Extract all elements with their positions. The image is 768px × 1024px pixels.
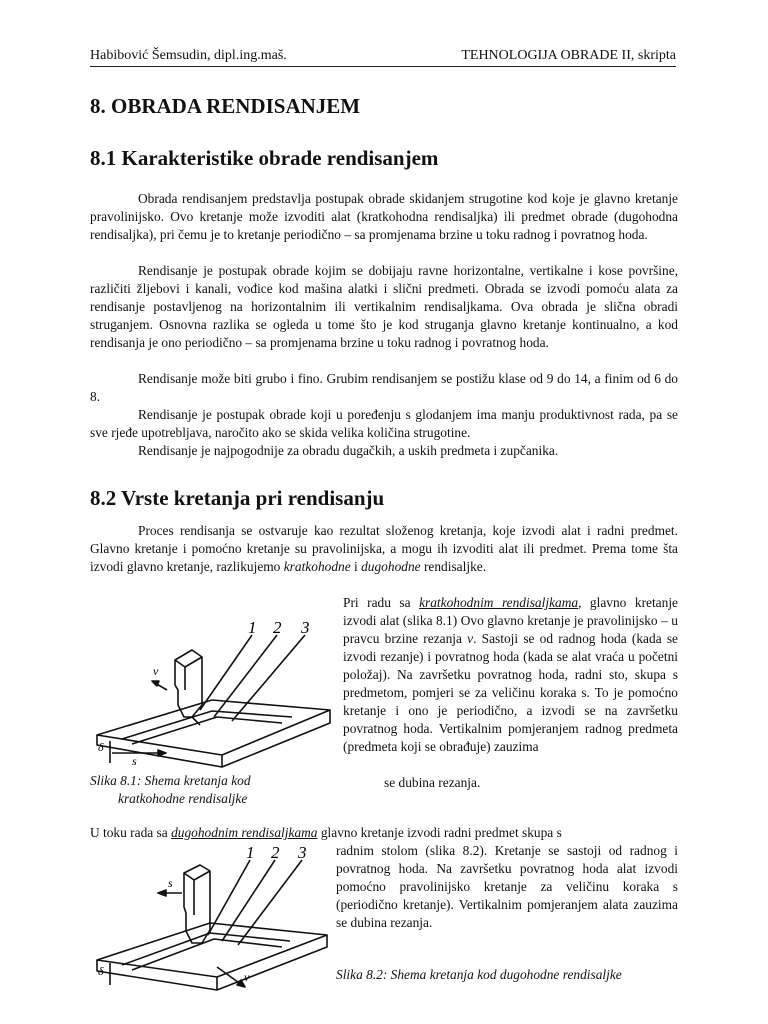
paragraph-1: Obrada rendisanjem predstavlja postupak obrade skidanjem strugotine kod koje je glavno kretanje pravolinijsko. Ovo kretanje može izvoditi alat (kratkohodna rendisaljka) ili predmet obrade (dugohodna rendisaljka), pri čemu je to kretanje periodično – sa promjenama brzine u toku radnog i povratnog hoda.: [90, 191, 678, 242]
fig1-arrow-s: [158, 750, 166, 756]
fig2-label-s: s: [168, 876, 173, 890]
figure-8-1-kratkohodna-scheme: [92, 605, 337, 773]
figure-8-2-dugohodna-scheme: [92, 835, 332, 995]
paragraph-4: Rendisanje je postupak obrade koji u poređenju s glodanjem ima manju produktivnost rada, pa se sve rjeđe upotrebljava, naročito ako se skida velika količina strugotine.: [90, 407, 678, 440]
section-8-1-title: 8.1 Karakteristike obrade rendisanjem: [90, 146, 439, 170]
fig1-label-1: 1: [248, 618, 257, 637]
fig2-arrow-s: [158, 890, 166, 896]
term-kratkohodnim-rendisaljkama: kratkohodnim rendisaljkama: [419, 595, 579, 610]
fig1-label-3: 3: [301, 618, 310, 637]
section-8-2-intro: Proces rendisanja se ostvaruje kao rezultat složenog kretanja, koje izvodi alat i radni predmet. Glavno kretanje i pomoćno kretanje su pravolinijska, a mogu ih izvoditi alat ili predmet. Prema tome šta izvodi glavno kretanje, razlikujemo kratkohodne i dugohodne rendisaljke.: [90, 523, 678, 574]
paragraph-5: Rendisanje je najpogodnije za obradu dugačkih, a uskih predmeta i zupčanika.: [138, 443, 559, 458]
paragraph-3: Rendisanje može biti grubo i fino. Grubim rendisanjem se postižu klase od 9 do 14, a finim od 6 do 8.: [90, 371, 678, 404]
header-rule: [90, 66, 676, 67]
header-document-title: TEHNOLOGIJA OBRADE II, skripta: [461, 48, 676, 63]
fig2-label-2: 2: [271, 843, 280, 862]
fig1-label-s: s: [132, 754, 137, 768]
fig1-label-v: v: [153, 664, 159, 678]
paragraph-2: Rendisanje je postupak obrade kojim se dobijaju ravne horizontalne, vertikalne i kose površine, različiti žljebovi i kanali, vođice kod mašina alatki i slični predmeti. Obrada se izvodi pomoću alata za rendisanje postavljenog na horizontalnim ili vertikalnim rendisaljkama. Ova obrada je slična obradi struganjem. Osnovna razlika se ogleda u tome što je kod struganja glavno kretanje kontinualno, a kod rendisanja je ono periodično – sa promjenama brzine u toku radnog i povratnog hoda.: [90, 263, 678, 350]
dugohodne-description: radnim stolom (slika 8.2). Kretanje se sastoji od radnog i povratnog hoda. Na završetku povratnog hoda alat izvodi pomoćno pravolinijsko kretanje za veličinu koraka s (periodično kretanje). Vertikalnim pomjeranjem alata zauzima se dubina rezanja.: [336, 843, 678, 930]
figure-8-1-caption-line-2: kratkohodne rendisaljke: [118, 791, 248, 806]
term-kratkohodne: kratkohodne: [283, 559, 351, 574]
fig1-label-delta: δ: [98, 740, 104, 754]
fig2-label-v: v: [244, 970, 250, 984]
chapter-title: 8. OBRADA RENDISANJEM: [90, 94, 361, 118]
fig2-label-delta: δ: [98, 964, 104, 978]
fig1-arrow-v: [152, 681, 159, 686]
fig2-workpiece: [97, 923, 327, 977]
fig2-label-3: 3: [298, 843, 307, 862]
section-8-2-title: 8.2 Vrste kretanja pri rendisanju: [90, 486, 385, 510]
dugohodne-description-first-line: U toku rada sa dugohodnim rendisaljkama glavno kretanje izvodi radni predmet skupa s: [90, 825, 562, 840]
header-author: Habibović Šemsudin, dipl.ing.maš.: [90, 48, 287, 63]
fig1-workpiece: [97, 700, 330, 755]
kratkohodne-description: Pri radu sa kratkohodnim rendisaljkama, glavno kretanje izvodi alat (slika 8.1) Ovo glavno kretanje je pravolinijsko – u pravcu brzine rezanja v. Sastoji se od radnog hoda (kada se izvodi rezanje) i povratnog hoda (kada se alat vraća u početni položaj). Na završetku povratnog hoda, radni sto, skupa s predmetom, pomjeri se za veličinu koraka s. To je pomoćno kretanje i ono je periodično, a izvodi se na završetku povratnog hoda. Vertikalnim pomjeranjem radnog predmeta (predmeta koji se obrađuje) zauzima: [343, 595, 678, 754]
figure-8-2-caption: Slika 8.2: Shema kretanja kod dugohodne rendisaljke: [336, 967, 622, 982]
term-dugohodnim-rendisaljkama: dugohodnim rendisaljkama: [171, 825, 318, 840]
fig1-label-2: 2: [273, 618, 282, 637]
figure-8-1-caption-line-1: Slika 8.1: Shema kretanja kod: [90, 773, 251, 788]
term-dugohodne: dugohodne: [361, 559, 421, 574]
fig2-label-1: 1: [246, 843, 255, 862]
kratkohodne-description-tail: se dubina rezanja.: [384, 775, 481, 790]
page-header: [90, 44, 676, 64]
